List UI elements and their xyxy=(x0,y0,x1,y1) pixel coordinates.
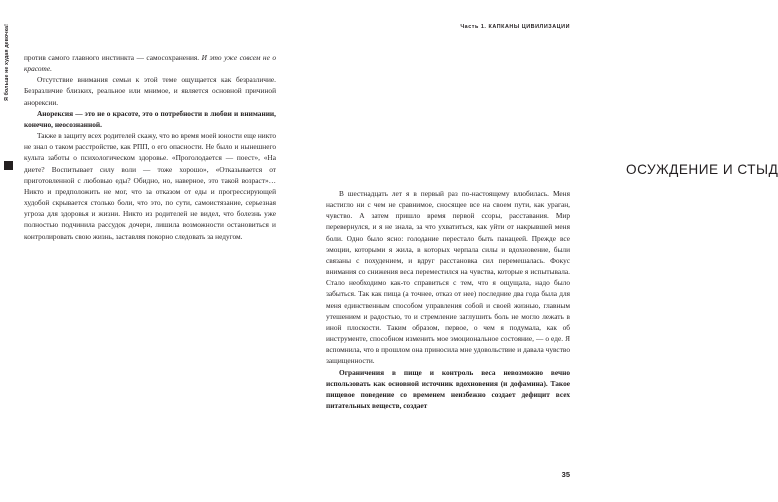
paragraph-emphasis: Анорексия — это не о красоте, это о потребности в любви и внимании, конечно, неосознанной. xyxy=(24,108,276,129)
paragraph: Отсутствие внимания семьи к этой теме ощущается как безразличие. Безразличие близких, реальное или мнимое, и является основной причиной анорексии. xyxy=(24,75,276,107)
side-marker-block-icon xyxy=(4,161,13,170)
paragraph-italic-run: И это уже совсем не о красоте. xyxy=(24,53,276,74)
right-page-text-column xyxy=(326,188,570,411)
page-number: 35 xyxy=(561,470,570,479)
right-page xyxy=(300,0,778,502)
paragraph-emphasis: Ограничения в пище и контроль веса невозможно вечно использовать как основной источник вдохновения (и дофамина). Такое пищевое поведение со временем неизбежно создает дефицит всех питательных веществ, создает xyxy=(326,367,570,410)
left-page-text-column xyxy=(24,52,276,242)
paragraph-roman-run: против самого главного инстинкта — самосохранения. xyxy=(24,53,202,62)
running-head: Часть 1. КАПКАНЫ ЦИВИЛИЗАЦИИ xyxy=(460,24,570,30)
page-title: ОСУЖДЕНИЕ И СТЫД xyxy=(626,162,778,177)
side-chapter-marker xyxy=(2,24,15,170)
left-page xyxy=(0,0,300,502)
paragraph: В шестнадцать лет я в первый раз по-настоящему влюбилась. Меня настигло ни с чем не сравнимое, сносящее все на своем пути, как ураган, чувство. А затем пришло время первой ссоры, расставания. Мир перевернулся, и я не знала, за что ухватиться, как уйти от накрывшей меня боли. Одно было ясно: голодание перестало быть панацеей. Прежде все эмоции, которыми я жила, в которых черпала силы и вдохновение, были связаны с похудением, и вдруг расстановка сил перемешалась. Фокус внимания со снижения веса переместился на чувства, которые я испытывала. Стало необходимо как-то справиться с тем, что я ощущала, надо было забыться. Так как пища (а точнее, отказ от нее) последние два года была для меня единственным способом управления собой и своей жизнью, главным утешением и радостью, то и стремление заглушить боль не могло лежать в иной плоскости. Таким образом, первое, о чем я подумала, как об инструменте, способном изменить мое эмоциональное состояние, — о еде. Я вспомнила, что в прошлом она приносила мне удовольствие и давала чувство защищенности. xyxy=(326,189,570,366)
side-marker-label: Я больше не худая девочка! xyxy=(4,24,10,101)
paragraph: Также в защиту всех родителей скажу, что во время моей юности еще никто не знал о таком расстройстве, как РПП, о его опасности. Не было и нынешнего культа заботы о психологическом здоровье. «Проголодается — поест», «На диете? Воспитывает силу воли — тоже хорошо», «Отказывается от приготовленной с любовью еды? Обидно, но, наверное, это такой возраст»… Никто и предположить не мог, что за отказом от еды и прогрессирующей худобой скрывается столько боли, что это, по сути, самоистязание, серьезная угроза для здоровья и жизни. Никто из родителей не видел, что болезнь уже полностью подчинила рассудок дочери, лишила возможности остановиться и контролировать свою жизнь, заставляя покорно следовать за недугом. xyxy=(24,131,276,241)
paragraph xyxy=(24,52,276,74)
